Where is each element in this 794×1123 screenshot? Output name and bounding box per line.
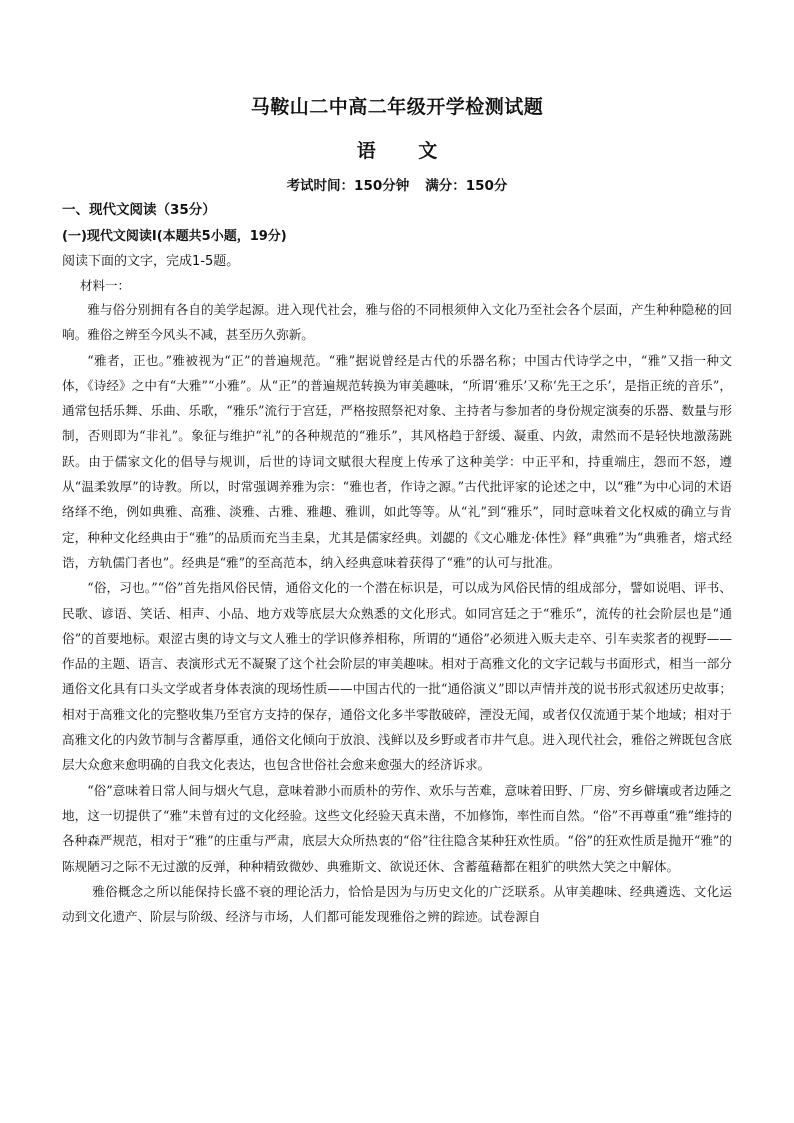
reading-passage [62, 297, 732, 929]
reading-instruction: 阅读下面的文字，完成1-5题。 [62, 254, 240, 269]
exam-meta [0, 174, 794, 194]
paragraph: “俗，习也。”“俗”首先指风俗民情，通俗文化的一个潜在标识是，可以成为风俗民情的组成部分，譬如说唱、评书、民歌、谚语、笑话、相声、小品、地方戏等底层大众熟悉的文化形式。如同宫廷之于“雅乐”，流传的社会阶层也是“通俗”的首要地标。艰涩古奥的诗文与文人雅士的学识修养相称，所谓的“通俗”必须进入贩夫走卒、引车卖浆者的视野——作品的主题、语言、表演形式无不凝聚了这个社会阶层的审美趣味。相对于高雅文化的文字记载与书面形式，相当一部分通俗文化具有口头文学或者身体表演的现场性质——中国古代的一批“通俗演义”即以声情并茂的说书形式叙述历史故事；相对于高雅文化的完整收集乃至官方支持的保存，通俗文化多半零散破碎，湮没无闻，或者仅仅流通于某个地域；相对于高雅文化的内敛节制与含蓄厚重，通俗文化倾向于放浪、浅鲜以及乡野或者市井气息。进入现代社会，雅俗之辨既包含底层大众愈来愈明确的自我文化表达，也包含世俗社会愈来愈强大的经济诉求。 [62, 580, 732, 773]
section-heading-part1: 一、现代文阅读（35分） [62, 202, 216, 218]
material-label: 材料一： [80, 278, 131, 293]
exam-title: 马鞍山二中高二年级开学检测试题 [250, 96, 544, 118]
paragraph: 雅俗概念之所以能保持长盛不衰的理论活力，恰恰是因为与历史文化的广泛联系。从审美趣味、经典遴选、文化运动到文化遗产、阶层与阶级、经济与市场，人们都可能发现雅俗之辨的踪迹。试卷源自 [62, 883, 732, 925]
paragraph: “雅者，正也。”雅被视为“正”的普遍规范。“雅”据说曾经是古代的乐器名称；中国古代诗学之中，“雅”又指一种文体，《诗经》之中有“大雅”“小雅”。从“正”的普遍规范转换为审美趣味，“所谓‘雅乐’又称‘先王之乐’，是指正统的音乐”，通常包括乐舞、乐曲、乐歌，“雅乐”流行于宫廷，严格按照祭祀对象、主持者与参加者的身份规定演奏的乐器、数量与形制，否则即为“非礼”。象征与维护“礼”的各种规范的“雅乐”，其风格趋于舒缓、凝重、内敛，肃然而不是轻快地激荡跳跃。由于儒家文化的倡导与规训，后世的诗词文赋很大程度上传承了这种美学：中正平和，持重端庄，怨而不怒，遵从“温柔敦厚”的诗教。所以，时常强调养雅为宗：“雅也者，作诗之源。”古代批评家的论述之中，以“雅”为中心词的术语络绎不绝，例如典雅、高雅、淡雅、古雅、雅趣、雅训，如此等等。从“礼”到“雅乐”，同时意味着文化权威的确立与肯定，种种文化经典由于“雅”的品质而充当圭臬，尤其是儒家经典。刘勰的《文心雕龙·体性》释“典雅”为“典雅者，熔式经诰，方轨儒门者也”。经典是“雅”的至高范本，纳入经典意味着获得了“雅”的认可与批准。 [62, 352, 732, 570]
paragraph: 雅与俗分别拥有各自的美学起源。进入现代社会，雅与俗的不同根须伸入文化乃至社会各个层面，产生种种隐秘的回响。雅俗之辨至今风头不减，甚至历久弥新。 [62, 302, 732, 343]
subject-heading: 语 文 [356, 140, 456, 162]
exam-score: 满分：150分 [425, 178, 508, 194]
section-subheading: (一)现代文阅读Ⅰ(本题共5小题，19分) [62, 229, 287, 244]
exam-time: 考试时间：150分钟 [286, 178, 410, 194]
paragraph: “俗”意味着日常人间与烟火气息，意味着渺小而质朴的劳作、欢乐与苦难，意味着田野、厂房、穷乡僻壤或者边陲之地，这一切提供了“雅”未曾有过的文化经验。这些文化经验天真未凿，不加修饰，率性而自然。“俗”不再尊重“雅”维持的各种森严规范，相对于“雅”的庄重与严肃，底层大众所热衷的“俗”往往隐含某种狂欢性质。“俗”的狂欢性质是抛开“雅”的陈规陋习之际不无过激的反弹，种种精致微妙、典雅斯文、欲说还休、含蓄蕴藉都在粗犷的哄然大笑之中解体。 [62, 782, 732, 874]
